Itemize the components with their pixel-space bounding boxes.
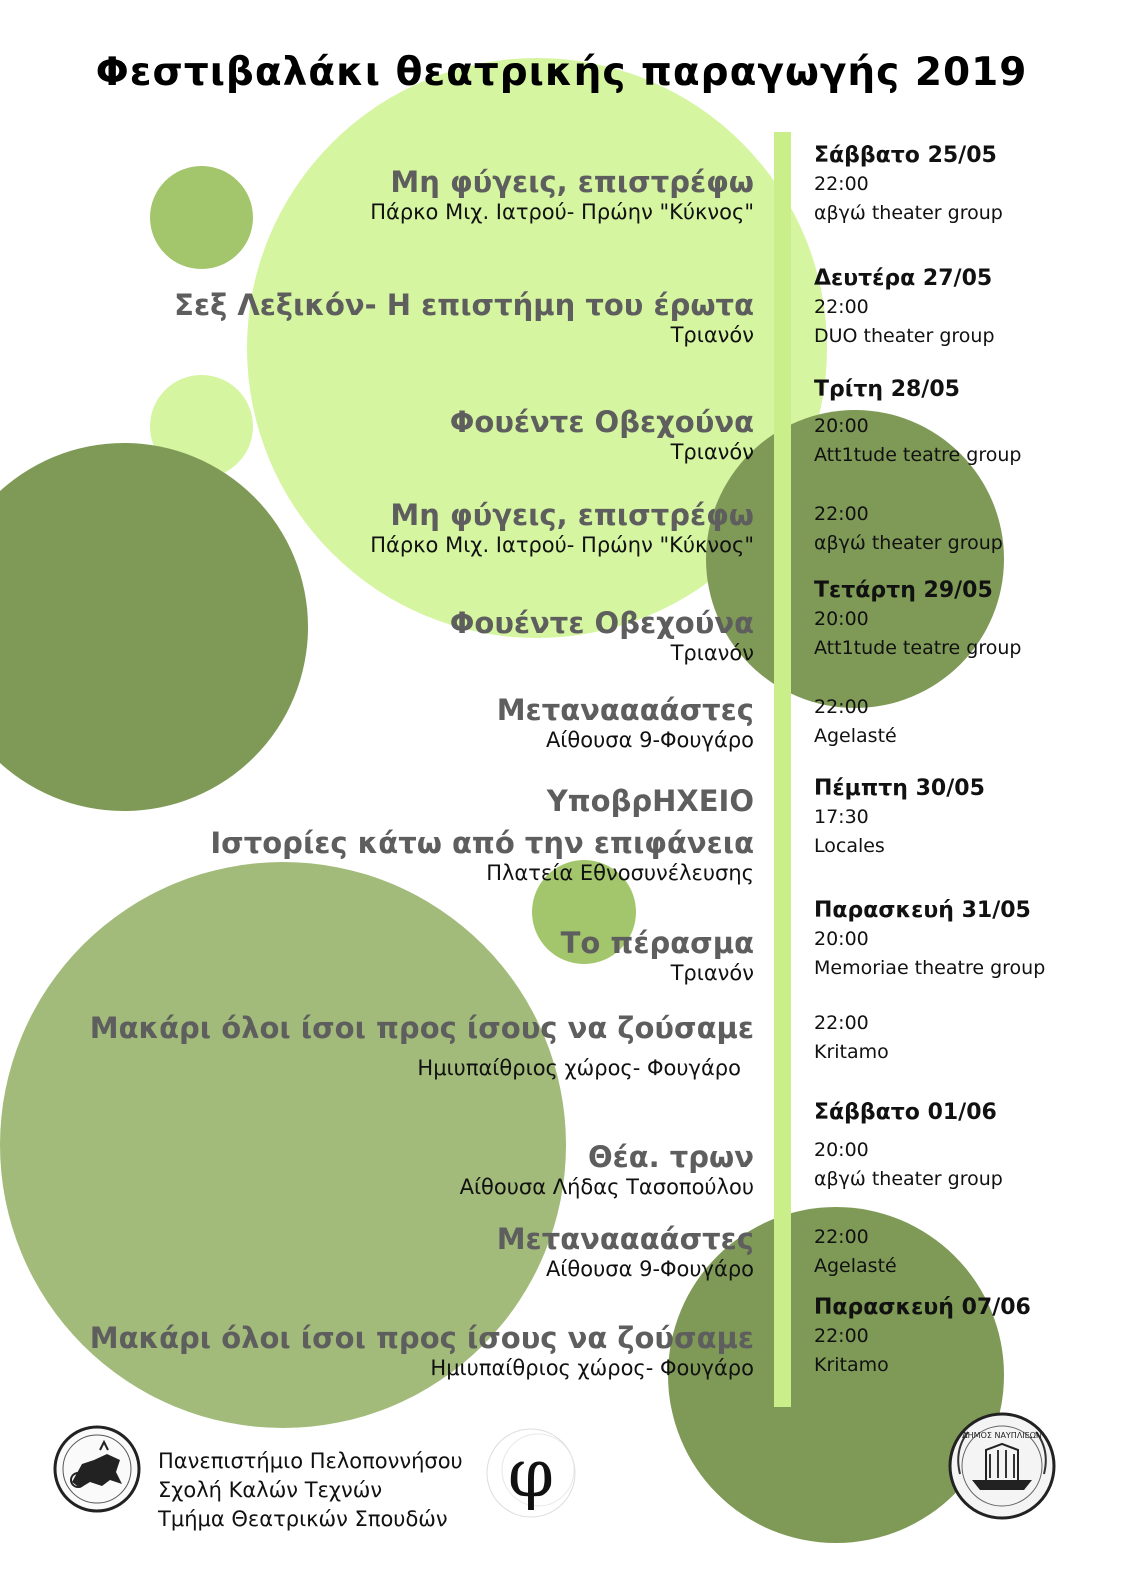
phi-logo-icon <box>478 1424 584 1522</box>
schedule-time: 22:00 <box>814 696 869 718</box>
schedule-time: 22:00 <box>814 1012 869 1034</box>
schedule-group: Memoriae theatre group <box>814 957 1046 979</box>
event-venue: Τριανόν <box>670 961 754 985</box>
event-title: Φουέντε Οβεχούνα <box>449 606 754 640</box>
event-9 <box>90 1011 754 1081</box>
event-8 <box>561 926 754 986</box>
institution-text <box>158 1447 463 1534</box>
event-title: Μεταναααάστες <box>496 1222 754 1256</box>
schedule-entry-8 <box>814 897 1045 983</box>
schedule-group: αβγώ theater group <box>814 532 1003 554</box>
schedule-entry-7 <box>814 775 985 861</box>
event-title: Μακάρι όλοι ίσοι προς ίσους να ζούσαμε <box>89 1011 754 1045</box>
schedule-entry-5 <box>814 577 1021 663</box>
schedule-group: Kritamo <box>814 1041 889 1063</box>
event-title: Μακάρι όλοι ίσοι προς ίσους να ζούσαμε <box>89 1321 754 1355</box>
event-venue: Ημιυπαίθριος χώρος- Φουγάρο <box>417 1056 741 1080</box>
schedule-group: DUO theater group <box>814 325 995 347</box>
schedule-date: Παρασκευή 07/06 <box>814 1295 1031 1320</box>
schedule-date: Τετάρτη 29/05 <box>814 578 993 603</box>
event-subtitle: Ιστορίες κάτω από την επιφάνεια <box>210 826 754 860</box>
event-5 <box>450 606 754 666</box>
schedule-group: αβγώ theater group <box>814 1168 1003 1190</box>
event-4 <box>370 498 754 558</box>
event-title: Φουέντε Οβεχούνα <box>449 405 754 439</box>
event-title: Θέα. τρων <box>587 1140 754 1174</box>
schedule-group: Att1tude teatre group <box>814 444 1022 466</box>
schedule-entry-2 <box>814 265 995 351</box>
event-6 <box>497 693 754 753</box>
event-venue: Πάρκο Μιχ. Ιατρού- Πρώην "Κύκνος" <box>370 533 754 557</box>
event-venue: Αίθουσα Λήδας Τασοπούλου <box>459 1175 754 1199</box>
event-venue: Πάρκο Μιχ. Ιατρού- Πρώην "Κύκνος" <box>370 200 754 224</box>
event-title: Μη φύγεις, επιστρέφω <box>390 498 754 532</box>
university-seal-icon <box>52 1424 142 1514</box>
phi-glyph: φ <box>507 1435 555 1512</box>
event-venue: Ημιυπαίθριος χώρος- Φουγάρο <box>430 1356 754 1380</box>
institution-line-university: Πανεπιστήμιο Πελοποννήσου <box>158 1449 463 1473</box>
event-title: Το πέρασμα <box>560 926 754 960</box>
schedule-entry-1 <box>814 142 1003 228</box>
event-venue: Αίθουσα 9-Φουγάρο <box>545 728 754 752</box>
event-venue: Τριανόν <box>670 440 754 464</box>
event-10 <box>460 1140 754 1200</box>
event-7 <box>210 784 754 886</box>
event-title: Μεταναααάστες <box>496 693 754 727</box>
event-venue: Τριανόν <box>670 641 754 665</box>
schedule-group: Agelasté <box>814 725 897 747</box>
municipality-nafplio-seal-icon <box>946 1410 1058 1522</box>
schedule-entry-9 <box>814 1009 889 1067</box>
institution-line-school: Σχολή Καλών Τεχνών <box>158 1478 383 1502</box>
schedule-time: 22:00 <box>814 1325 869 1347</box>
event-11 <box>497 1222 754 1282</box>
schedule-group: Locales <box>814 835 885 857</box>
schedule-date: Σάββατο 01/06 <box>814 1100 997 1125</box>
schedule-date: Παρασκευή 31/05 <box>814 898 1031 923</box>
municipality-seal-text: ΔΗΜΟΣ ΝΑΥΠΛΙΕΩΝ <box>962 1431 1042 1440</box>
schedule-date: Δευτέρα 27/05 <box>814 266 993 291</box>
schedule-entry-3 <box>814 376 1021 470</box>
schedule-time: 20:00 <box>814 928 869 950</box>
schedule-date: Τρίτη 28/05 <box>814 377 960 402</box>
schedule-entry-4 <box>814 500 1003 558</box>
schedule-date: Πέμπτη 30/05 <box>814 776 985 801</box>
schedule-group: αβγώ theater group <box>814 202 1003 224</box>
schedule-entry-12 <box>814 1294 1031 1380</box>
event-title: Μη φύγεις, επιστρέφω <box>390 165 754 199</box>
left-dark-circle <box>0 443 308 811</box>
schedule-time: 22:00 <box>814 296 869 318</box>
event-1 <box>370 165 754 225</box>
poster-title: Φεστιβαλάκι θεατρικής παραγωγής 2019 <box>95 50 1028 95</box>
event-venue: Τριανόν <box>670 323 754 347</box>
event-title: ΥποβρΗΧΕΙΟ <box>546 784 754 818</box>
event-title: Σεξ Λεξικόν- Η επιστήμη του έρωτα <box>174 288 754 322</box>
schedule-group: Kritamo <box>814 1354 889 1376</box>
schedule-time: 20:00 <box>814 608 869 630</box>
schedule-time: 20:00 <box>814 415 869 437</box>
institution-line-department: Τμήμα Θεατρικών Σπουδών <box>158 1507 448 1531</box>
schedule-time: 22:00 <box>814 1226 869 1248</box>
timeline-bar <box>774 132 791 1407</box>
schedule-time: 20:00 <box>814 1139 869 1161</box>
schedule-entry-10 <box>814 1099 1003 1194</box>
schedule-group: Agelasté <box>814 1255 897 1277</box>
event-12 <box>90 1321 754 1381</box>
schedule-date: Σάββατο 25/05 <box>814 143 997 168</box>
schedule-entry-11 <box>814 1223 897 1281</box>
event-venue: Αίθουσα 9-Φουγάρο <box>545 1257 754 1281</box>
event-3 <box>450 405 754 465</box>
schedule-group: Att1tude teatre group <box>814 637 1022 659</box>
event-2 <box>174 288 754 348</box>
event-venue: Πλατεία Εθνοσυνέλευσης <box>486 861 754 885</box>
schedule-time: 22:00 <box>814 503 869 525</box>
schedule-entry-6 <box>814 693 897 751</box>
schedule-time: 17:30 <box>814 806 869 828</box>
small-mid-circle-top <box>150 166 253 269</box>
schedule-time: 22:00 <box>814 173 869 195</box>
